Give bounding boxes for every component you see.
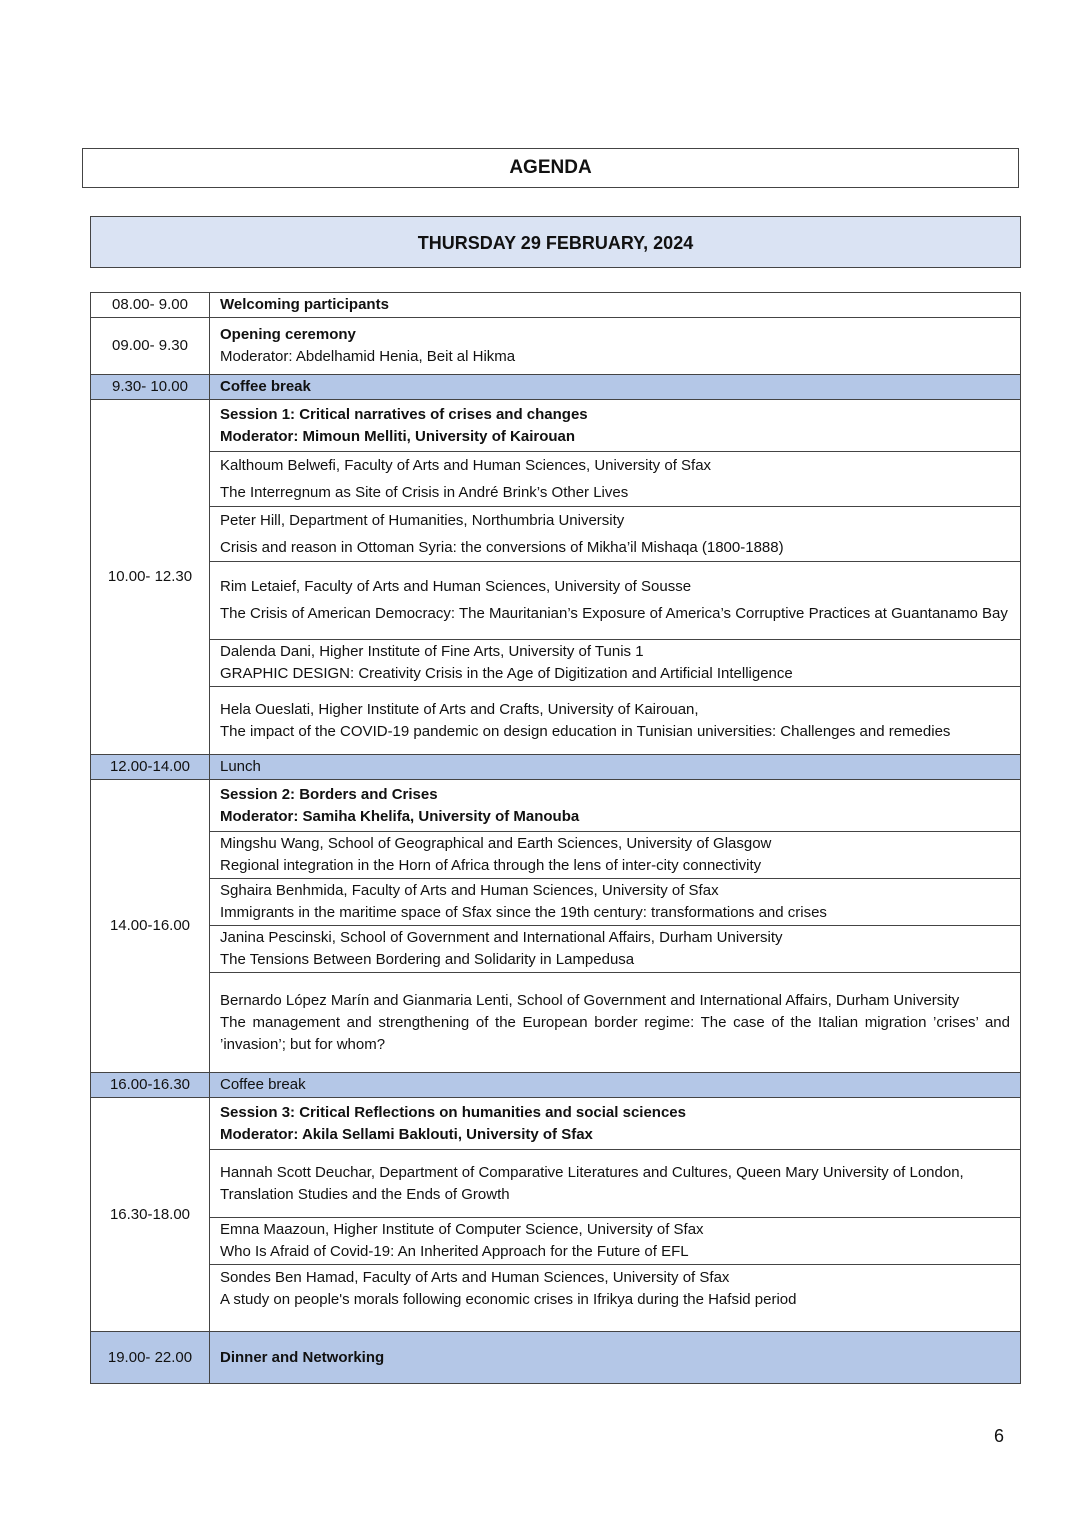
table-row (91, 926, 1021, 973)
speaker: Sondes Ben Hamad, Faculty of Arts and Human Sciences, University of Sfax (220, 1269, 730, 1286)
table-row (91, 973, 1021, 1073)
time-cell: 09.00- 9.30 (91, 318, 210, 375)
table-row (91, 375, 1021, 400)
moderator: Moderator: Abdelhamid Henia, Beit al Hikma (220, 348, 516, 365)
session-title: Session 2: Borders and Crises (220, 785, 438, 803)
item-cell (210, 318, 1021, 375)
talk-cell (210, 832, 1021, 879)
agenda-title: AGENDA (82, 148, 1019, 188)
table-row (91, 1332, 1021, 1384)
table-row (91, 1150, 1021, 1218)
talk-cell (210, 507, 1021, 562)
speaker: Rim Letaief, Faculty of Arts and Human Sciences, University of Sousse (220, 578, 692, 595)
talk-title: Translation Studies and the Ends of Growth (220, 1185, 510, 1203)
time-cell: 10.00- 12.30 (91, 400, 210, 755)
speaker: Dalenda Dani, Higher Institute of Fine Arts, University of Tunis 1 (220, 643, 644, 660)
table-row (91, 507, 1021, 562)
session-title: Session 1: Critical narratives of crises and changes (220, 405, 588, 423)
time-cell: 16.00-16.30 (91, 1073, 210, 1098)
speaker: Mingshu Wang, School of Geographical and Earth Sciences, University of Glasgow (220, 835, 772, 852)
talk-cell (210, 973, 1021, 1073)
item-title: Welcoming participants (210, 293, 1021, 318)
moderator: Moderator: Samiha Khelifa, University of Manouba (220, 807, 580, 825)
time-cell: 12.00-14.00 (91, 755, 210, 780)
table-row (91, 562, 1021, 640)
item-title: Dinner and Networking (210, 1332, 1021, 1384)
table-row (91, 687, 1021, 755)
talk-cell (210, 687, 1021, 755)
talk-title: The Interregnum as Site of Crisis in André Brink’s Other Lives (220, 483, 629, 501)
item-title: Lunch (210, 755, 1021, 780)
item-title: Coffee break (210, 1073, 1021, 1098)
talk-cell (210, 640, 1021, 687)
page-number: 6 (994, 1426, 1005, 1446)
speaker: Sghaira Benhmida, Faculty of Arts and Human Sciences, University of Sfax (220, 882, 719, 899)
session-title: Session 3: Critical Reflections on humanities and social sciences (220, 1103, 686, 1121)
talk-title: The Tensions Between Bordering and Solidarity in Lampedusa (220, 951, 635, 968)
table-row (91, 1073, 1021, 1098)
table-row (91, 640, 1021, 687)
session-header (210, 1098, 1021, 1150)
table-row (91, 293, 1021, 318)
table-row (91, 452, 1021, 507)
talk-title: Who Is Afraid of Covid-19: An Inherited Approach for the Future of EFL (220, 1243, 689, 1260)
time-cell: 16.30-18.00 (91, 1098, 210, 1332)
talk-title: The impact of the COVID-19 pandemic on design education in Tunisian universities: Challenges and remedies (220, 722, 951, 740)
table-row (91, 318, 1021, 375)
talk-title: The management and strengthening of the European border regime: The case of the Italian migration ’crises’ and ’invasion’; but for whom? (220, 1013, 1010, 1053)
table-row (91, 400, 1021, 452)
talk-cell (210, 562, 1021, 640)
table-row (91, 1218, 1021, 1265)
talk-cell (210, 1218, 1021, 1265)
moderator: Moderator: Mimoun Melliti, University of Kairouan (220, 427, 576, 445)
speaker: Kalthoum Belwefi, Faculty of Arts and Human Sciences, University of Sfax (220, 456, 712, 474)
talk-title: Immigrants in the maritime space of Sfax since the 19th century: transformations and crises (220, 904, 827, 921)
talk-title: A study on people's morals following economic crises in Ifrikya during the Hafsid period (220, 1291, 797, 1308)
session-header (210, 400, 1021, 452)
time-cell: 19.00- 22.00 (91, 1332, 210, 1384)
time-cell: 14.00-16.00 (91, 780, 210, 1073)
speaker: Bernardo López Marín and Gianmaria Lenti, School of Government and International Affairs, Durham University (220, 991, 960, 1009)
speaker: Peter Hill, Department of Humanities, Northumbria University (220, 511, 625, 529)
talk-title: Regional integration in the Horn of Africa through the lens of inter-city connectivity (220, 857, 762, 874)
time-cell: 9.30- 10.00 (91, 375, 210, 400)
talk-cell (210, 926, 1021, 973)
table-row (91, 1265, 1021, 1332)
moderator: Moderator: Akila Sellami Baklouti, University of Sfax (220, 1125, 593, 1143)
item-title: Opening ceremony (220, 326, 356, 343)
table-row (91, 1098, 1021, 1150)
speaker: Hannah Scott Deuchar, Department of Comparative Literatures and Cultures, Queen Mary University of London, (220, 1163, 964, 1181)
talk-cell (210, 1150, 1021, 1218)
time-cell: 08.00- 9.00 (91, 293, 210, 318)
speaker: Hela Oueslati, Higher Institute of Arts and Crafts, University of Kairouan, (220, 700, 699, 718)
table-row (91, 832, 1021, 879)
talk-cell (210, 879, 1021, 926)
speaker: Emna Maazoun, Higher Institute of Computer Science, University of Sfax (220, 1221, 704, 1238)
talk-cell (210, 452, 1021, 507)
talk-title: The Crisis of American Democracy: The Mauritanian’s Exposure of America’s Corruptive Practices at Guantanamo Bay (220, 605, 1008, 622)
speaker: Janina Pescinski, School of Government and International Affairs, Durham University (220, 929, 783, 946)
talk-title: Crisis and reason in Ottoman Syria: the conversions of Mikha’il Mishaqa (1800-1888) (220, 538, 784, 556)
session-header (210, 780, 1021, 832)
item-title: Coffee break (210, 375, 1021, 400)
table-row (91, 755, 1021, 780)
agenda-table (90, 292, 1021, 1384)
talk-cell (210, 1265, 1021, 1332)
table-row (91, 780, 1021, 832)
day-title: THURSDAY 29 FEBRUARY, 2024 (90, 216, 1021, 268)
table-row (91, 879, 1021, 926)
talk-title: GRAPHIC DESIGN: Creativity Crisis in the Age of Digitization and Artificial Intelligence (220, 665, 793, 682)
